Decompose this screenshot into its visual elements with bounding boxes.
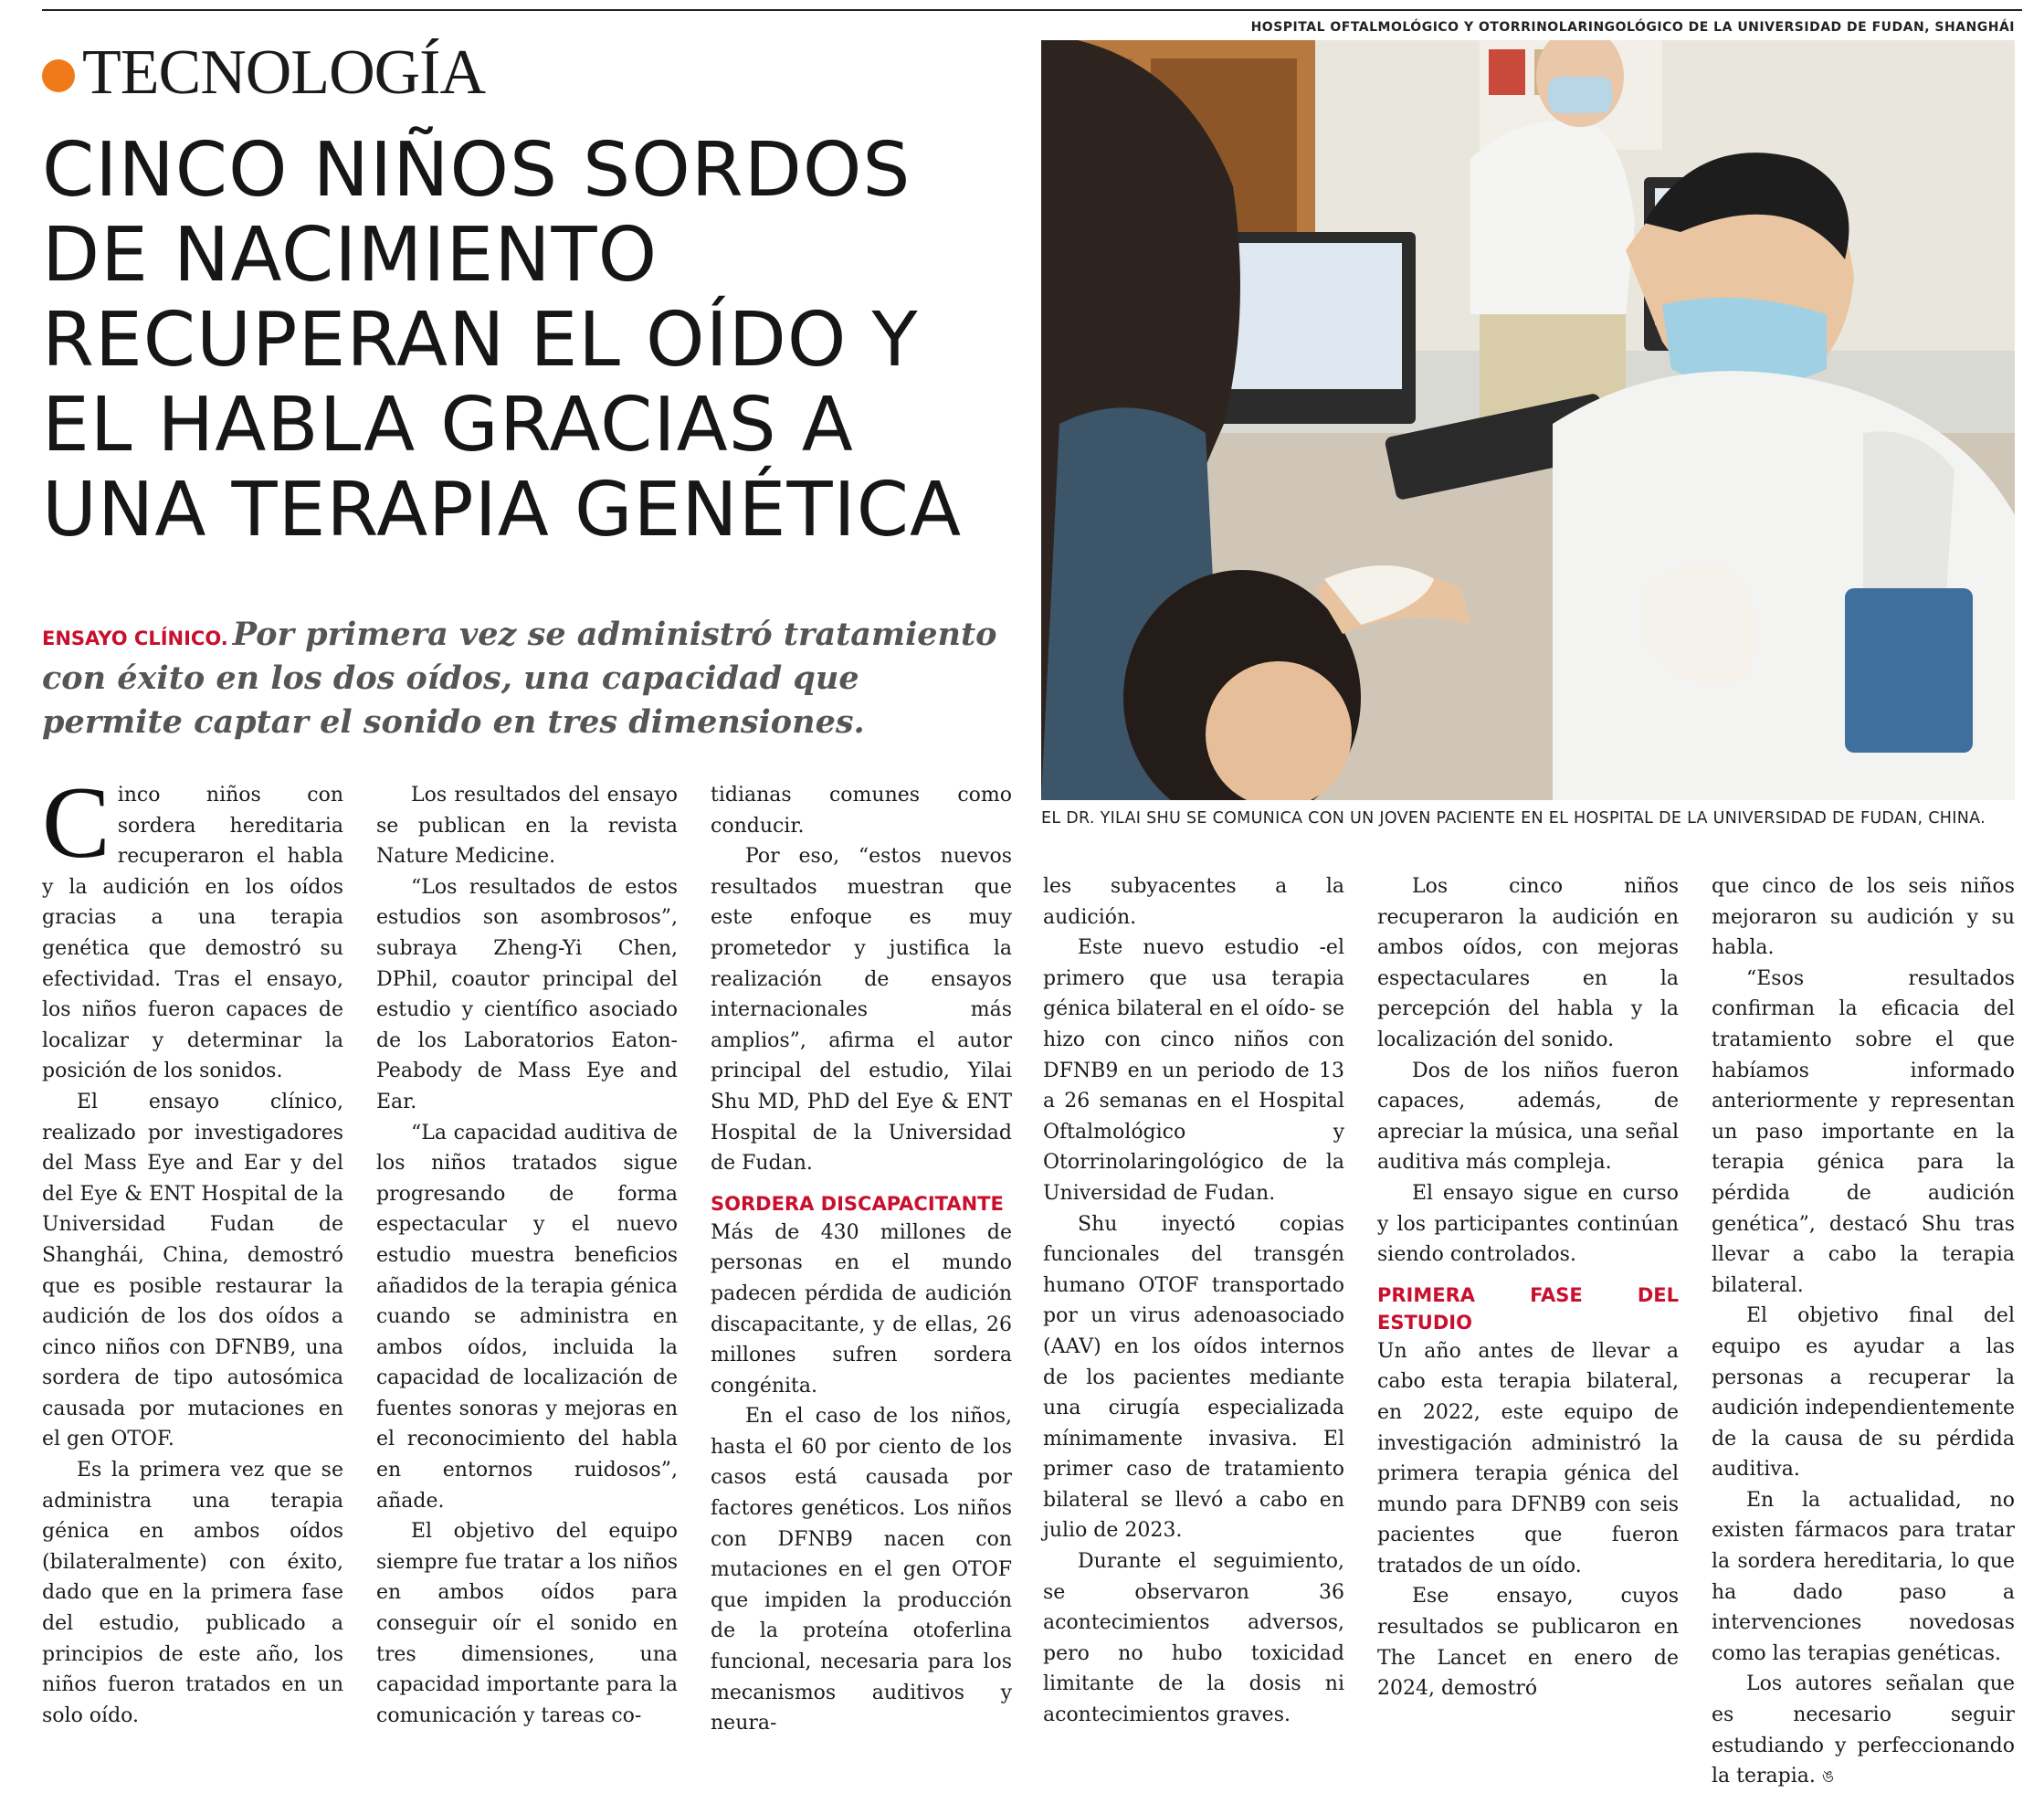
paragraph: El ensayo sigue en curso y los participantes continúan siendo controlados. (1377, 1181, 1679, 1267)
section-label: TECNOLOGÍA (82, 37, 486, 108)
paragraph: Ese ensayo, cuyos resultados se publicaron en The Lancet en enero de 2024, demostró (1377, 1585, 1679, 1701)
paragraph: El objetivo final del equipo es ayudar a las personas a recuperar la audición independientemente de la causa de su pérdida auditiva. (1712, 1304, 2015, 1482)
paragraph: El ensayo clínico, realizado por investigadores del Mass Eye and Ear y del del Eye & ENT Hospital de la Universidad Fudan de Shanghái, China, demostró que es posible restaurar la audición de los dos oídos a cinco niños con DFNB9, una sordera de tipo autosómica causada por mutaciones en el gen OTOF. (42, 1090, 343, 1451)
subheading: PRIMERA FASE DEL ESTUDIO (1377, 1283, 1679, 1334)
paragraph (1712, 1669, 2015, 1792)
paragraph: El objetivo del equipo siempre fue tratar a los niños en ambos oídos para conseguir oír el sonido en tres dimensiones, una capacidad importante para la comunicación y tareas co- (376, 1520, 678, 1727)
paragraph: tidianas comunes como conducir. (711, 784, 1012, 838)
paragraph: Durante el seguimiento, se observaron 36 acontecimientos adversos, pero no hubo toxicidad limitante de la dosis ni acontecimientos graves. (1043, 1550, 1344, 1727)
paragraph: Más de 430 millones de personas en el mundo padecen pérdida de audición discapacitante, y de ellas, 26 millones sufren sordera congénita. (711, 1220, 1012, 1397)
subheading: SORDERA DISCAPACITANTE (711, 1192, 1004, 1215)
photo-caption: EL DR. YILAI SHU SE COMUNICA CON UN JOVEN PACIENTE EN EL HOSPITAL DE LA UNIVERSIDAD DE FUDAN, CHINA. (1041, 809, 1986, 828)
headline-line: RECUPERAN EL OÍDO Y (42, 297, 919, 384)
article-column-6 (1712, 871, 2015, 1793)
paragraph: que cinco de los seis niños mejoraron su audición y su habla. (1712, 875, 2015, 960)
drop-cap: C (42, 766, 111, 880)
article-column-2 (376, 780, 678, 1731)
headline-line: EL HABLA GRACIAS A (42, 382, 854, 469)
article-column-3 (711, 780, 1012, 1739)
paragraph: les subyacentes a la audición. (1043, 875, 1344, 929)
article-column-4 (1043, 871, 1344, 1731)
headline (42, 128, 1028, 553)
headline-line: UNA TERAPIA GENÉTICA (42, 467, 963, 554)
paragraph: Por eso, “estos nuevos resultados muestran que este enfoque es muy prometedor y justifica la realización de ensayos internacionales más amplios”, afirma el autor principal del estudio, Yilai Shu MD, PhD del Eye & ENT Hospital de la Universidad de Fudan. (711, 845, 1012, 1176)
photo-illustration (1041, 40, 2015, 800)
paragraph: Este nuevo estudio -el primero que usa terapia génica bilateral en el oído- se hizo con cinco niños con DFNB9 en un periodo de 13 a 26 semanas en el Hospital Oftalmológico y Otorrinolaringológico de la Universidad de Fudan. (1043, 936, 1344, 1205)
paragraph: Un año antes de llevar a cabo esta terapia bilateral, en 2022, este equipo de investigación administró la primera terapia génica del mundo para DFNB9 con seis pacientes que fueron tratados de un oído. (1377, 1339, 1679, 1577)
paragraph-text: Los autores señalan que es necesario seguir estudiando y perfeccionando la terapia. (1712, 1672, 2015, 1788)
deck-text: Por primera vez se administró tratamiento con éxito en los dos oídos, una capacidad que permite captar el sonido en tres dimensiones. (42, 616, 997, 741)
paragraph-text: inco niños con sordera hereditaria recuperaron el habla y la audición en los oídos gracias a una terapia genética que demostró su efectividad. Tras el ensayo, los niños fueron capaces de localizar y determinar la posición de los sonidos. (42, 784, 343, 1083)
paragraph: “Los resultados de estos estudios son asombrosos”, subraya Zheng-Yi Chen, DPhil, coautor principal del estudio y científico asociado de los Laboratorios Eaton-Peabody de Mass Eye and Ear. (376, 875, 678, 1113)
paragraph: Dos de los niños fueron capaces, además, de apreciar la música, una señal auditiva más compleja. (1377, 1059, 1679, 1175)
paragraph (42, 766, 343, 1087)
deck-kicker: ENSAYO CLÍNICO. (42, 628, 228, 649)
paragraph: En el caso de los niños, hasta el 60 por ciento de los casos está causada por factores genéticos. Los niños con DFNB9 nacen con mutaciones en el gen OTOF que impiden la producción de la proteína otoferlina funcional, necesaria para los mecanismos auditivos y neura- (711, 1405, 1012, 1735)
section-bullet-icon (42, 59, 75, 92)
photo-credit: HOSPITAL OFTALMOLÓGICO Y OTORRINOLARINGOLÓGICO DE LA UNIVERSIDAD DE FUDAN, SHANGHÁI (1250, 20, 2015, 35)
article-column-5 (1377, 871, 1679, 1704)
paragraph: Los resultados del ensayo se publican en la revista Nature Medicine. (376, 784, 678, 869)
top-rule (42, 9, 2022, 11)
article-column-1 (42, 766, 343, 1731)
paragraph: “La capacidad auditiva de los niños tratados sigue progresando de forma espectacular y el nuevo estudio muestra beneficios añadidos de la terapia génica cuando se administra en ambos oídos, incluida la capacidad de localización de fuentes sonoras y mejoras en el reconocimiento del habla en entornos ruidosos”, añade. (376, 1121, 678, 1513)
deck (42, 616, 1010, 747)
end-mark-icon: ঙ (1821, 1767, 1835, 1788)
headline-line: CINCO NIÑOS SORDOS (42, 127, 911, 214)
article-photo (1041, 40, 2015, 800)
section-header (42, 37, 485, 110)
headline-line: DE NACIMIENTO (42, 212, 659, 299)
paragraph: En la actualidad, no existen fármacos para tratar la sordera hereditaria, lo que ha dado paso a intervenciones novedosas como las terapias genéticas. (1712, 1488, 2015, 1665)
paragraph: Shu inyectó copias funcionales del transgén humano OTOF transportado por un virus adenoasociado (AAV) en los oídos internos de los pacientes mediante una cirugía especializada mínimamente invasiva. El primer caso de tratamiento bilateral se llevó a cabo en julio de 2023. (1043, 1212, 1344, 1543)
paragraph: Los cinco niños recuperaron la audición en ambos oídos, con mejoras espectaculares en la percepción del habla y la localización del sonido. (1377, 875, 1679, 1051)
paragraph: Es la primera vez que se administra una terapia génica en ambos oídos (bilateralmente) con éxito, dado que en la primera fase del estudio, publicado a principios de este año, los niños fueron tratados en un solo oído. (42, 1459, 343, 1727)
paragraph: “Esos resultados confirman la eficacia del tratamiento sobre el que habíamos informado anteriormente y representan un paso importante en la terapia génica para la pérdida de audición genética”, destacó Shu tras llevar a cabo la terapia bilateral. (1712, 966, 2015, 1297)
